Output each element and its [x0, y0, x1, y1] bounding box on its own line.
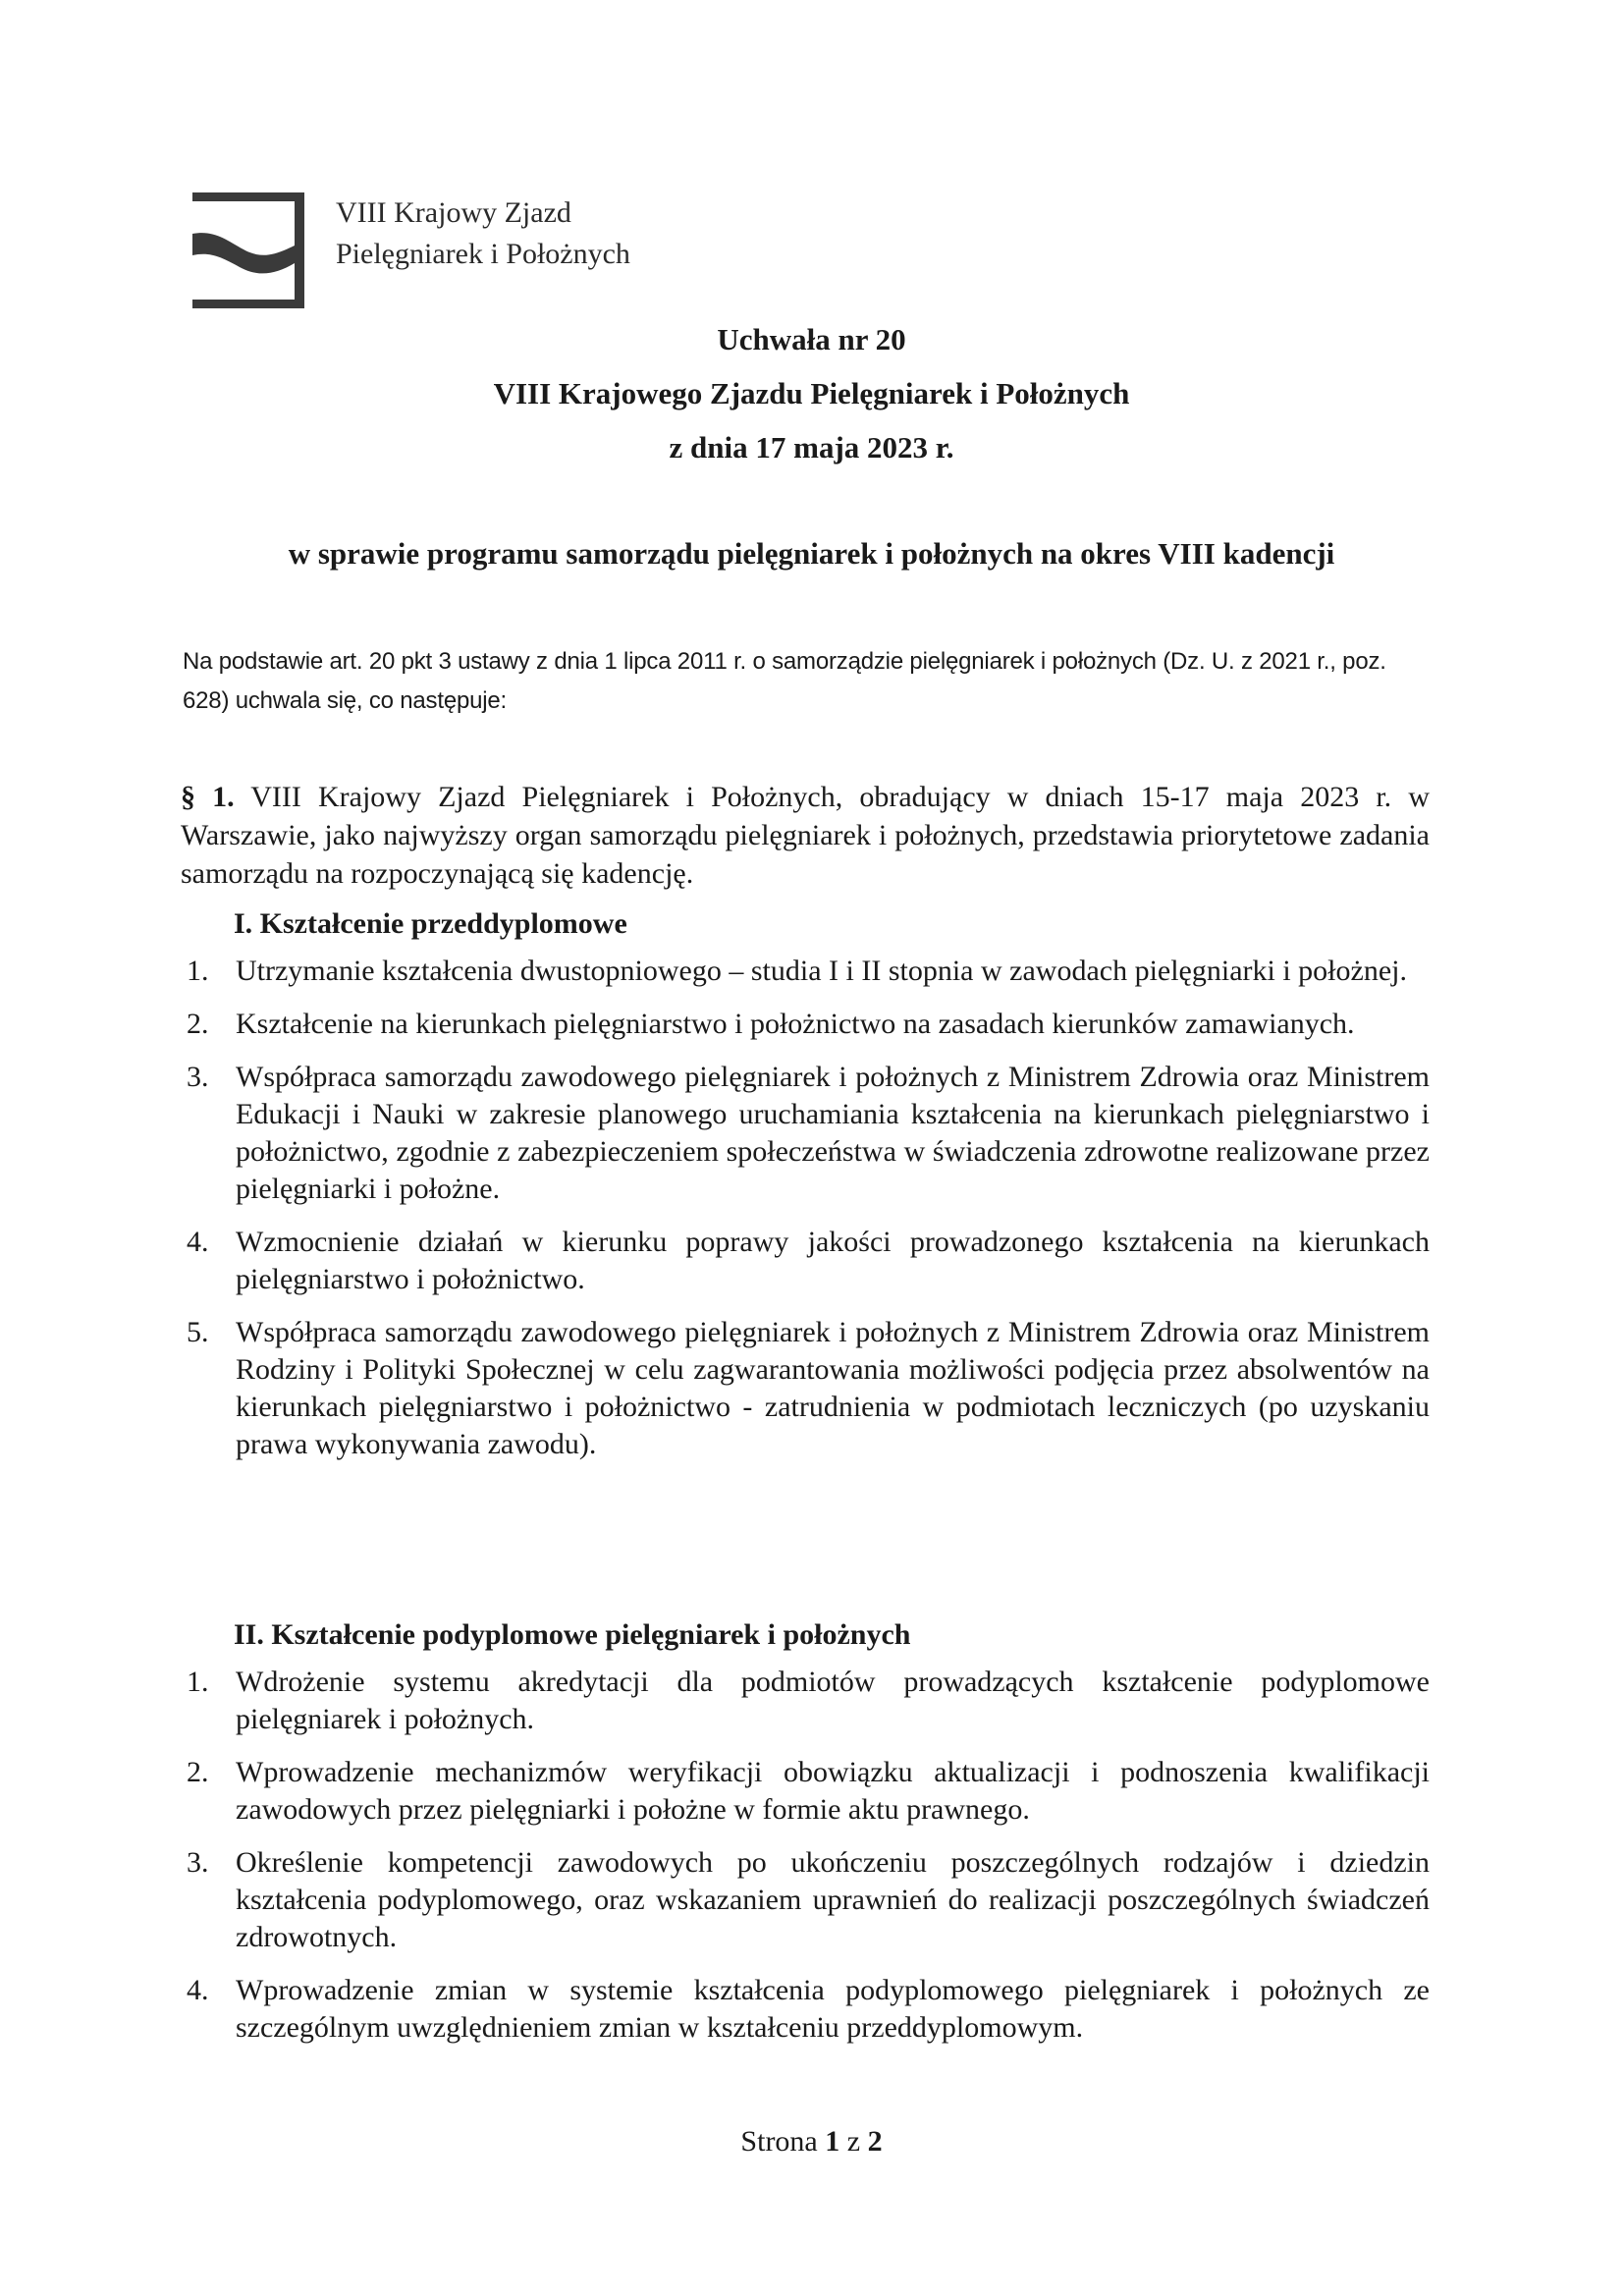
resolution-date: z dnia 17 maja 2023 r. — [669, 430, 954, 465]
list-item-number: 4. — [187, 1226, 209, 1258]
list-item-number: 4. — [187, 1974, 209, 2006]
list-item-text: Wprowadzenie zmian w systemie kształcenia podyplomowego pielęgniarek i położnych ze szczególnym uwzględnieniem zmian w kształceniu przeddyplomowym. — [236, 1974, 1430, 2044]
list-item-number: 2. — [187, 1756, 209, 1788]
list-item-text: Kształcenie na kierunkach pielęgniarstwo i położnictwo na zasadach kierunków zamawianych. — [236, 1008, 1355, 1040]
list-item-number: 1. — [187, 1666, 209, 1698]
list-item-number: 3. — [187, 1846, 209, 1879]
list-item-text: Określenie kompetencji zawodowych po ukończeniu poszczególnych rodzajów i dziedzin kształcenia podyplomowego, oraz wskazaniem uprawnień do realizacji poszczególnych świadczeń zdrowotnych. — [236, 1846, 1430, 1953]
list-item-text: Wprowadzenie mechanizmów weryfikacji obowiązku aktualizacji i podnoszenia kwalifikacji zawodowych przez pielęgniarki i położne w formie aktu prawnego. — [236, 1756, 1430, 1826]
section-2-list — [181, 1664, 1430, 2062]
list-item-number: 1. — [187, 955, 209, 987]
resolution-number: Uchwała nr 20 — [717, 322, 906, 356]
resolution-subject: w sprawie programu samorządu pielęgniarek i położnych na okres VIII kadencji — [288, 536, 1335, 571]
list-item-text: Wzmocnienie działań w kierunku poprawy jakości prowadzonego kształcenia na kierunkach pielęgniarstwo i położnictwo. — [236, 1226, 1430, 1295]
list-item-text: Wdrożenie systemu akredytacji dla podmiotów prowadzących kształcenie podyplomowe pielęgniarek i położnych. — [236, 1666, 1430, 1735]
list-item — [181, 953, 1430, 990]
list-item-text: Współpraca samorządu zawodowego pielęgniarek i położnych z Ministrem Zdrowia oraz Ministrem Edukacji i Nauki w zakresie planowego uruchamiania kształcenia na kierunkach pielęgniarstwo i położnictwo, zgodnie z zabezpieczeniem społeczeństwa w świadczenia zdrowotne realizowane przez pielęgniarki i położne. — [236, 1061, 1430, 1205]
list-item-number: 2. — [187, 1008, 209, 1040]
logo-line-1: VIII Krajowy Zjazd — [336, 196, 571, 229]
list-item — [181, 1314, 1430, 1463]
paragraph-marker: § 1. — [181, 781, 235, 813]
section-1-heading: I. Kształcenie przeddyplomowe — [234, 907, 627, 940]
section-1-list — [181, 953, 1430, 1479]
resolution-issuer: VIII Krajowego Zjazdu Pielęgniarek i Położnych — [493, 376, 1130, 410]
footer-prefix: Strona — [740, 2125, 818, 2158]
list-item — [181, 1844, 1430, 1956]
list-item — [181, 1059, 1430, 1208]
logo-text — [336, 192, 630, 275]
list-item-number: 3. — [187, 1061, 209, 1093]
list-item — [181, 1754, 1430, 1829]
congress-logo — [192, 192, 304, 308]
list-item — [181, 1664, 1430, 1738]
legal-basis: Na podstawie art. 20 pkt 3 ustawy z dnia 1 lipca 2011 r. o samorządzie pielęgniarek i położnych (Dz. U. z 2021 r., poz. 628) uchwala się, co następuje: — [183, 648, 1386, 714]
list-item — [181, 1224, 1430, 1298]
page-footer — [0, 2125, 1623, 2159]
paragraph-text: VIII Krajowy Zjazd Pielęgniarek i Położnych, obradujący w dniach 15-17 maja 2023 r. w Warszawie, jako najwyższy organ samorządu pielęgniarek i położnych, przedstawia priorytetowe zadania samorządu na rozpoczynającą się kadencję. — [181, 781, 1430, 890]
paragraph-1 — [181, 778, 1430, 893]
section-2-heading: II. Kształcenie podyplomowe pielęgniarek i położnych — [234, 1618, 911, 1651]
logo-line-2: Pielęgniarek i Położnych — [336, 238, 630, 270]
footer-page-number: 1 — [825, 2125, 840, 2158]
footer-total-pages: 2 — [867, 2125, 883, 2158]
list-item-text: Utrzymanie kształcenia dwustopniowego – studia I i II stopnia w zawodach pielęgniarki i położnej. — [236, 955, 1407, 987]
list-item — [181, 1006, 1430, 1043]
list-item-text: Współpraca samorządu zawodowego pielęgniarek i położnych z Ministrem Zdrowia oraz Ministrem Rodziny i Polityki Społecznej w celu zagwarantowania możliwości podjęcia przez absolwentów na kierunkach pielęgniarstwo i położnictwo - zatrudnienia w podmiotach leczniczych (po uzyskaniu prawa wykonywania zawodu). — [236, 1316, 1430, 1460]
list-item-number: 5. — [187, 1316, 209, 1348]
list-item — [181, 1972, 1430, 2047]
footer-separator: z — [846, 2125, 861, 2158]
